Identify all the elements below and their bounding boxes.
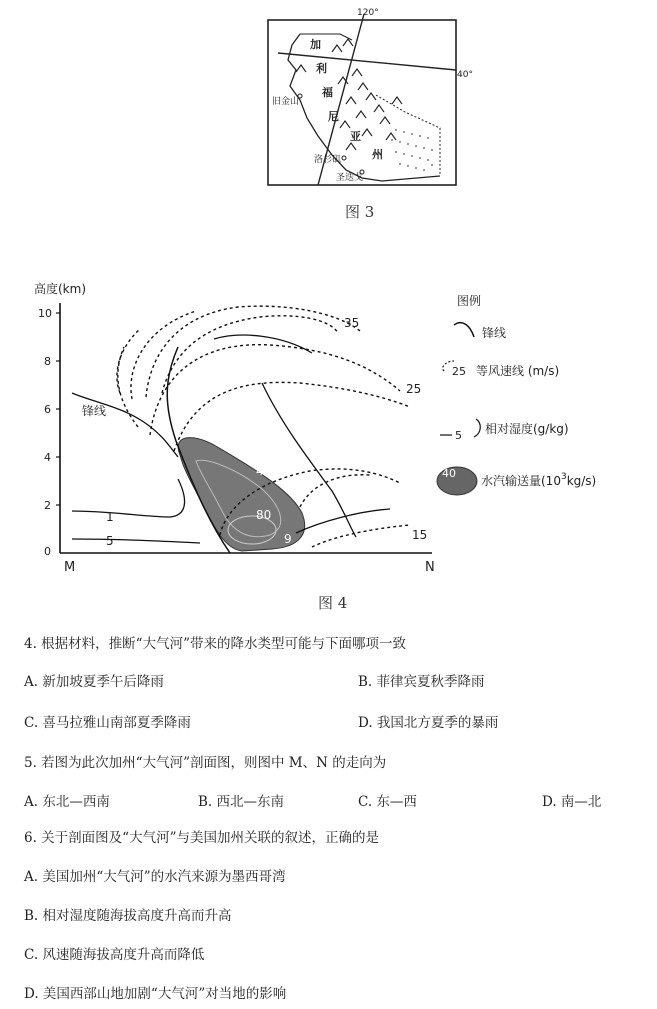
- cross-section-diagram: [0, 275, 657, 580]
- legend-front-symbol: [454, 323, 474, 337]
- y-tick-8: 8: [44, 355, 51, 368]
- legend-wind-label: 等风速线 (m/s): [476, 364, 560, 378]
- lon-label: 120°: [357, 8, 379, 18]
- y-tick-6: 6: [44, 403, 51, 416]
- q5-option-a: A. 东北—西南: [24, 794, 110, 810]
- x-label-m: M: [64, 560, 76, 575]
- front-line-left: [72, 393, 178, 457]
- legend: [437, 293, 596, 495]
- map-char-1: 加: [310, 38, 321, 51]
- q5-option-b: B. 西北—东南: [198, 794, 285, 810]
- legend-vapor-label: 水汽输送量$(10^3kg/s)$: [481, 472, 597, 488]
- question-4-stem: 4. 根据材料，推断“大气河”带来的降水类型可能与下面哪项一致: [24, 636, 406, 652]
- city-sd-label: 圣迭戈: [336, 173, 364, 183]
- q4-option-b: B. 菲律宾夏秋季降雨: [358, 674, 485, 690]
- humidity-9-label: 9: [284, 532, 292, 546]
- question-6-stem: 6. 关于剖面图及“大气河”与美国加州关联的叙述，正确的是: [24, 830, 379, 846]
- humidity-5-label: 5: [106, 534, 114, 548]
- legend-humidity-label: 相对湿度(g/kg): [485, 422, 569, 436]
- lat-label: 40°: [457, 70, 473, 80]
- fig4-caption: 图 4: [318, 594, 348, 612]
- q6-option-c: C. 风速随海拔高度升高而降低: [24, 947, 205, 963]
- q4-option-a: A. 新加坡夏季午后降雨: [24, 674, 164, 690]
- map-char-3: 福: [322, 86, 333, 99]
- y-axis-label: 高度(km): [34, 282, 87, 296]
- q6-option-a: A. 美国加州“大气河”的水汽来源为墨西哥湾: [24, 869, 286, 885]
- map-char-5: 亚: [350, 130, 361, 143]
- map-char-4: 尼: [328, 110, 339, 123]
- vapor-40-label: 40: [256, 464, 272, 478]
- legend-front-label: 锋线: [482, 326, 507, 340]
- humidity-1-label: 1: [106, 510, 114, 524]
- q5-option-d: D. 南—北: [542, 794, 602, 810]
- city-sf-label: 旧金山: [272, 97, 300, 107]
- y-tick-4: 4: [44, 451, 51, 464]
- legend-wind-value: 25: [452, 365, 466, 378]
- y-tick-2: 2: [44, 499, 51, 512]
- q6-option-d: D. 美国西部山地加剧“大气河”对当地的影响: [24, 986, 287, 1002]
- question-5-stem: 5. 若图为此次加州“大气河”剖面图，则图中 M、N 的走向为: [24, 755, 387, 771]
- q6-option-b: B. 相对湿度随海拔高度升高而升高: [24, 908, 232, 924]
- y-tick-0: 0: [44, 545, 51, 558]
- isotach-35-label: 35: [344, 316, 360, 330]
- fig3-caption: 图 3: [345, 203, 375, 221]
- map-char-6: 州: [372, 148, 383, 161]
- legend-vapor-value: 40: [442, 467, 456, 480]
- isotach-25-label: 25: [406, 382, 422, 396]
- x-label-n: N: [425, 560, 435, 575]
- q4-option-c: C. 喜马拉雅山南部夏季降雨: [24, 715, 191, 731]
- legend-humidity-value: 5: [455, 429, 462, 442]
- isotach-15-label: 15: [412, 528, 428, 542]
- legend-humidity-symbol: [474, 419, 480, 437]
- map-char-2: 利: [316, 62, 327, 75]
- city-la-label: 洛杉矶: [314, 155, 342, 165]
- vapor-80-label: 80: [256, 508, 272, 522]
- q5-option-c: C. 东—西: [358, 794, 417, 810]
- legend-title: 图例: [457, 294, 482, 308]
- y-tick-10: 10: [38, 307, 52, 320]
- california-map: [0, 0, 657, 200]
- front-label: 锋线: [82, 404, 107, 418]
- q4-option-d: D. 我国北方夏季的暴雨: [358, 715, 499, 731]
